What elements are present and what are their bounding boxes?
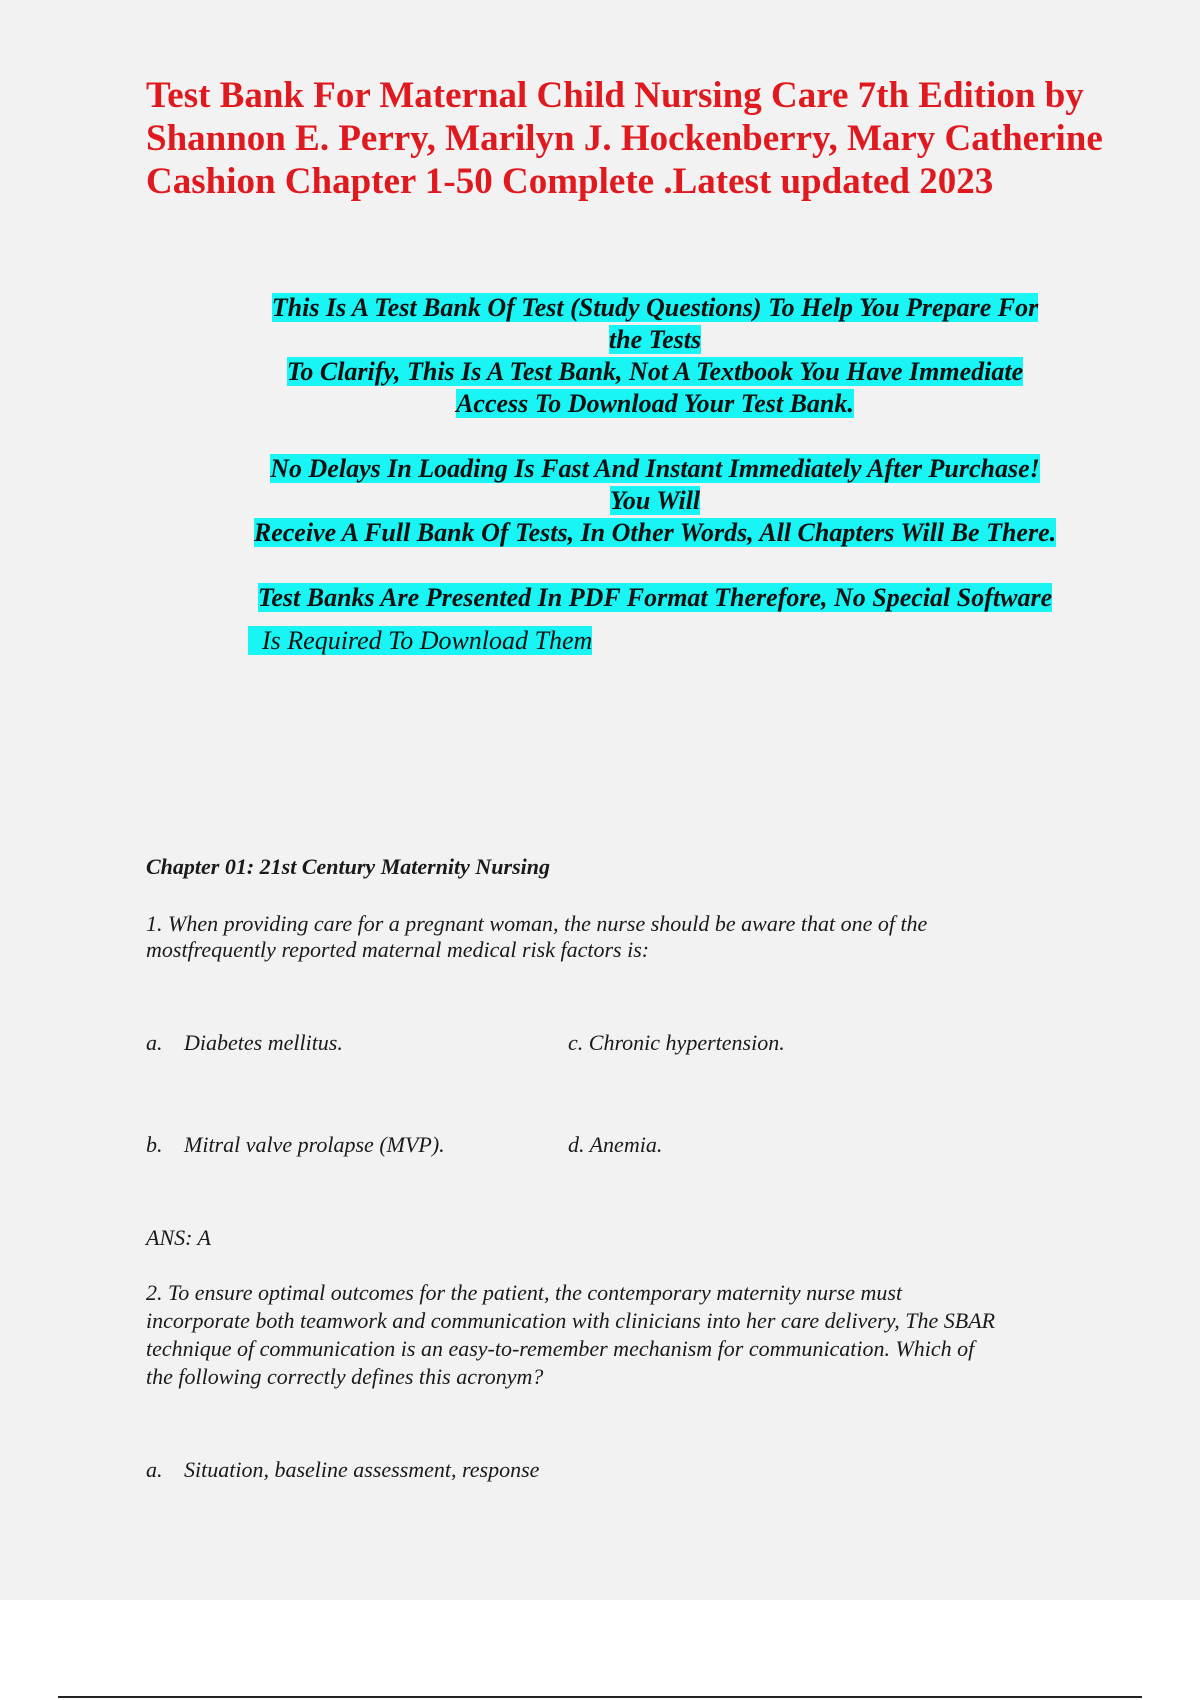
question-1-option-d — [568, 1131, 662, 1159]
option-text: Mitral valve prolapse (MVP). — [184, 1132, 445, 1157]
promo-line: No Delays In Loading Is Fast And Instant Immediately After Purchase! — [270, 454, 1040, 483]
question-1-option-a — [146, 1029, 343, 1057]
question-2-line-2: incorporate both teamwork and communication with clinicians into her care delivery, The SBAR — [146, 1308, 996, 1333]
promo-block-2 — [200, 453, 1110, 549]
promo-line: Access To Download Your Test Bank. — [456, 389, 854, 418]
option-letter: a. — [146, 1457, 163, 1482]
promo-line: Is Required To Download Them — [248, 626, 592, 655]
question-1-option-c — [568, 1029, 785, 1057]
option-letter: b. — [146, 1132, 163, 1157]
option-letter: a. — [146, 1030, 163, 1055]
promo-line: To Clarify, This Is A Test Bank, Not A Textbook You Have Immediate — [286, 357, 1024, 386]
question-2-line-1: 2. To ensure optimal outcomes for the patient, the contemporary maternity nurse must — [146, 1280, 903, 1305]
question-2-line-4: the following correctly defines this acronym? — [146, 1364, 544, 1389]
option-text: Diabetes mellitus. — [184, 1030, 343, 1055]
option-text: Chronic hypertension. — [588, 1030, 785, 1055]
page-bottom-rule — [58, 1696, 1142, 1698]
question-1-option-b — [146, 1131, 445, 1159]
promo-block-3 — [200, 582, 1110, 614]
question-2-line-3: technique of communication is an easy-to-remember mechanism for communication. Which of — [146, 1336, 975, 1361]
promo-line: the Tests — [608, 325, 702, 354]
option-letter: c. — [568, 1030, 584, 1055]
question-1-line-1: 1. When providing care for a pregnant woman, the nurse should be aware that one of the — [146, 911, 928, 936]
promo-block-1 — [200, 292, 1110, 420]
promo-line: This Is A Test Bank Of Test (Study Questions) To Help You Prepare For — [271, 293, 1039, 322]
option-text: Anemia. — [589, 1132, 663, 1157]
question-1-line-2: mostfrequently reported maternal medical risk factors is: — [146, 937, 650, 962]
promo-line: Test Banks Are Presented In PDF Format Therefore, No Special Software — [257, 583, 1053, 612]
document-title: Test Bank For Maternal Child Nursing Care 7th Edition by Shannon E. Perry, Marilyn J. Hockenberry, Mary Catherine Cashion Chapter 1-50 Complete .Latest updated 2023 — [146, 75, 1103, 202]
question-2-option-a — [146, 1456, 539, 1484]
option-text: Situation, baseline assessment, response — [184, 1457, 540, 1482]
answer-key: ANS: A — [146, 1225, 211, 1250]
chapter-heading: Chapter 01: 21st Century Maternity Nursing — [146, 854, 551, 879]
option-letter: d. — [568, 1132, 585, 1157]
promo-line: You Will — [609, 486, 701, 515]
promo-last-line — [248, 624, 592, 658]
promo-line: Receive A Full Bank Of Tests, In Other Words, All Chapters Will Be There. — [253, 518, 1057, 547]
